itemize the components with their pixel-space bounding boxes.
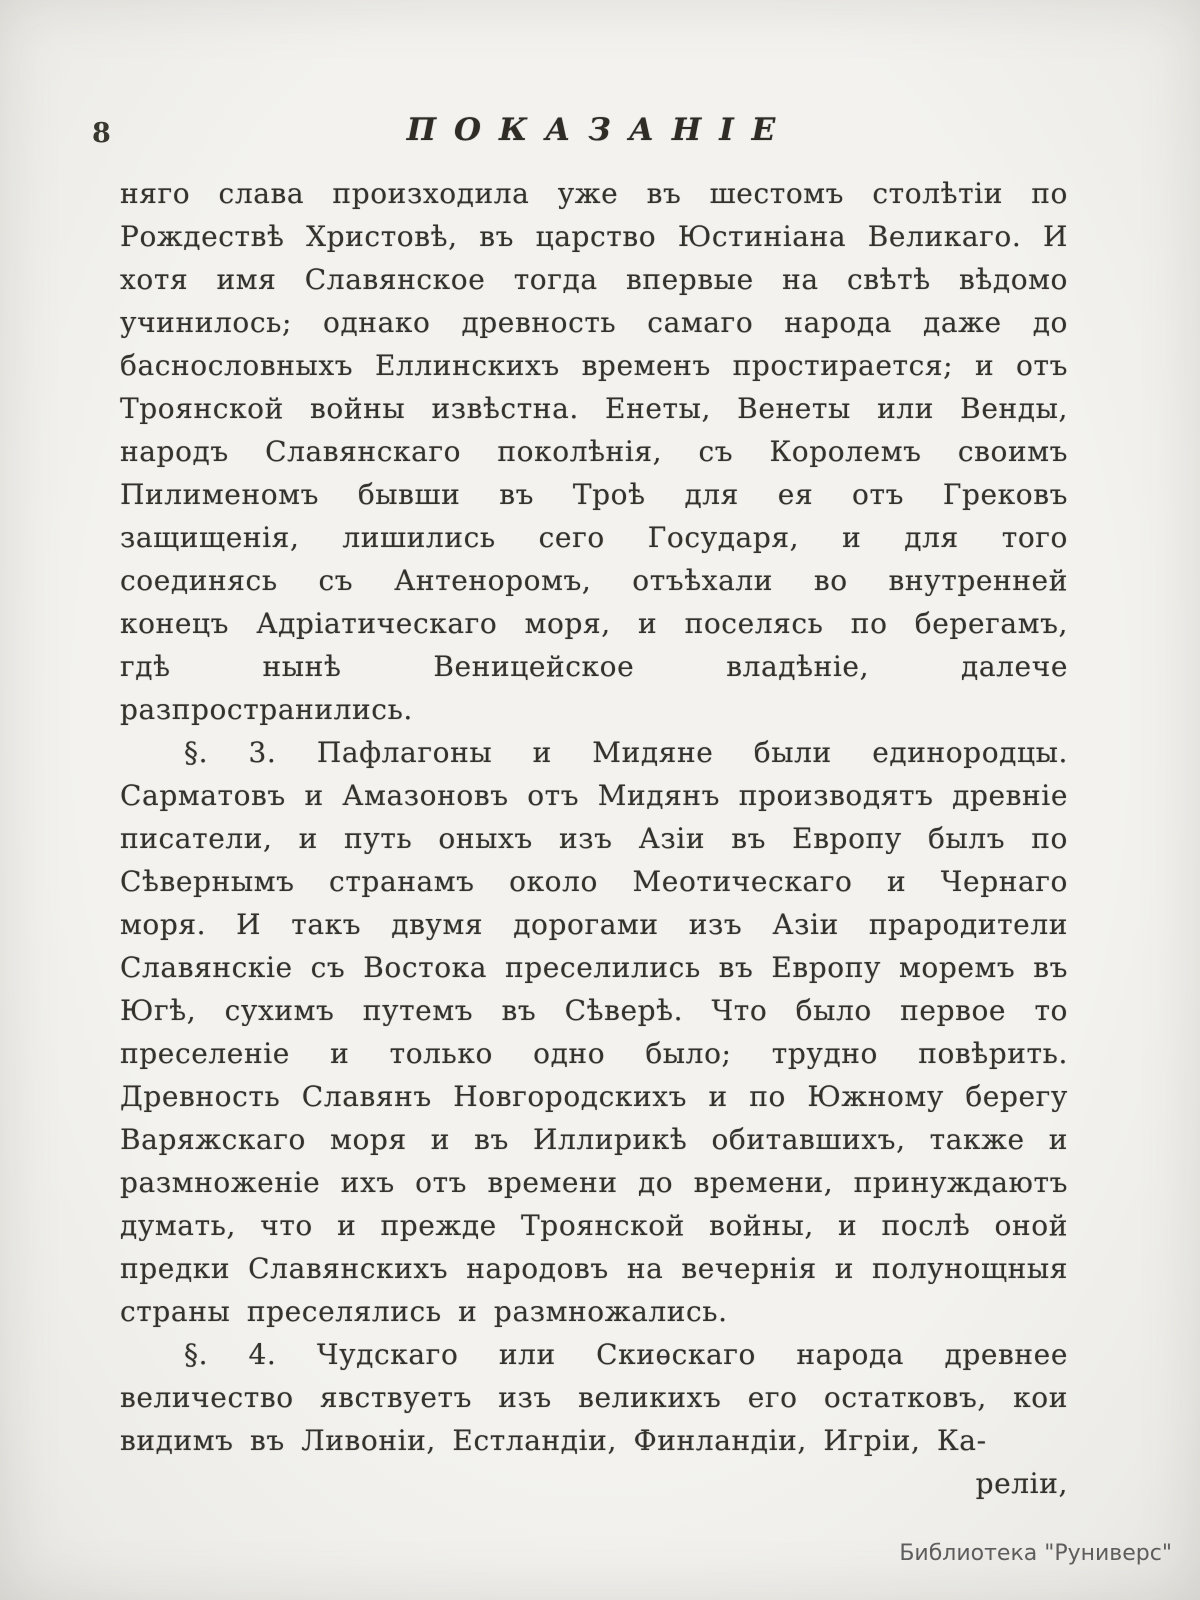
library-watermark: Библиотека "Руниверс"	[899, 1541, 1172, 1566]
hyphen-continuation-line: реліи,	[975, 1467, 1068, 1500]
paragraph-continuation: няго слава произходила уже въ шестомъ столѣтіи по Рождествѣ Христовѣ, въ царство Юстиніана Великаго. И хотя имя Славянское тогда впервые на свѣтѣ вѣдомо учинилось; однако древность самаго народа даже до баснословныхъ Еллинскихъ временъ простирается; и отъ Троянской войны извѣстна. Енеты, Венеты или Венды, народъ Славянскаго поколѣнія, съ Королемъ своимъ Пилименомъ бывши въ Троѣ для ея отъ Грековъ защищенія, лишились сего Государя, и для того соединясь съ Антеноромъ, отъѣхали во внутренней конецъ Адріатическаго моря, и поселясь по берегамъ, гдѣ нынѣ Веницейское владѣніе, далече разпространились.	[120, 177, 1068, 726]
paragraph-section-3: §. 3. Пафлагоны и Мидяне были единородцы. Сарматовъ и Амазоновъ отъ Мидянъ производятъ древніе писатели, и путь оныхъ изъ Азіи въ Европу былъ по Сѣвернымъ странамъ около Меотическаго и Чернаго моря. И такъ двумя дорогами изъ Азіи прародители Славянскіе съ Востока преселились въ Европу моремъ въ Югѣ, сухимъ путемъ въ Сѣверѣ. Что было первое то преселеніе и только одно было; трудно повѣрить. Древность Славянъ Новгородскихъ и по Южному берегу Варяжскаго моря и въ Иллирикѣ обитавшихъ, также и размноженіе ихъ отъ времени до времени, принуждаютъ думать, что и прежде Троянской войны, и послѣ оной предки Славянскихъ народовъ на вечернія и полунощныя страны преселялись и размножались.	[120, 736, 1068, 1328]
page-title: ПОКАЗАНІЕ	[406, 112, 794, 148]
page-number: 8	[92, 118, 111, 149]
body-text-block	[120, 172, 1068, 1505]
page-header	[0, 112, 1200, 160]
paragraph-section-4: §. 4. Чудскаго или Скиѳскаго народа древнее величество явствуетъ изъ великихъ его остатковъ, кои видимъ въ Ливоніи, Естландіи, Финландіи, Игріи, Ка-	[120, 1338, 1068, 1457]
